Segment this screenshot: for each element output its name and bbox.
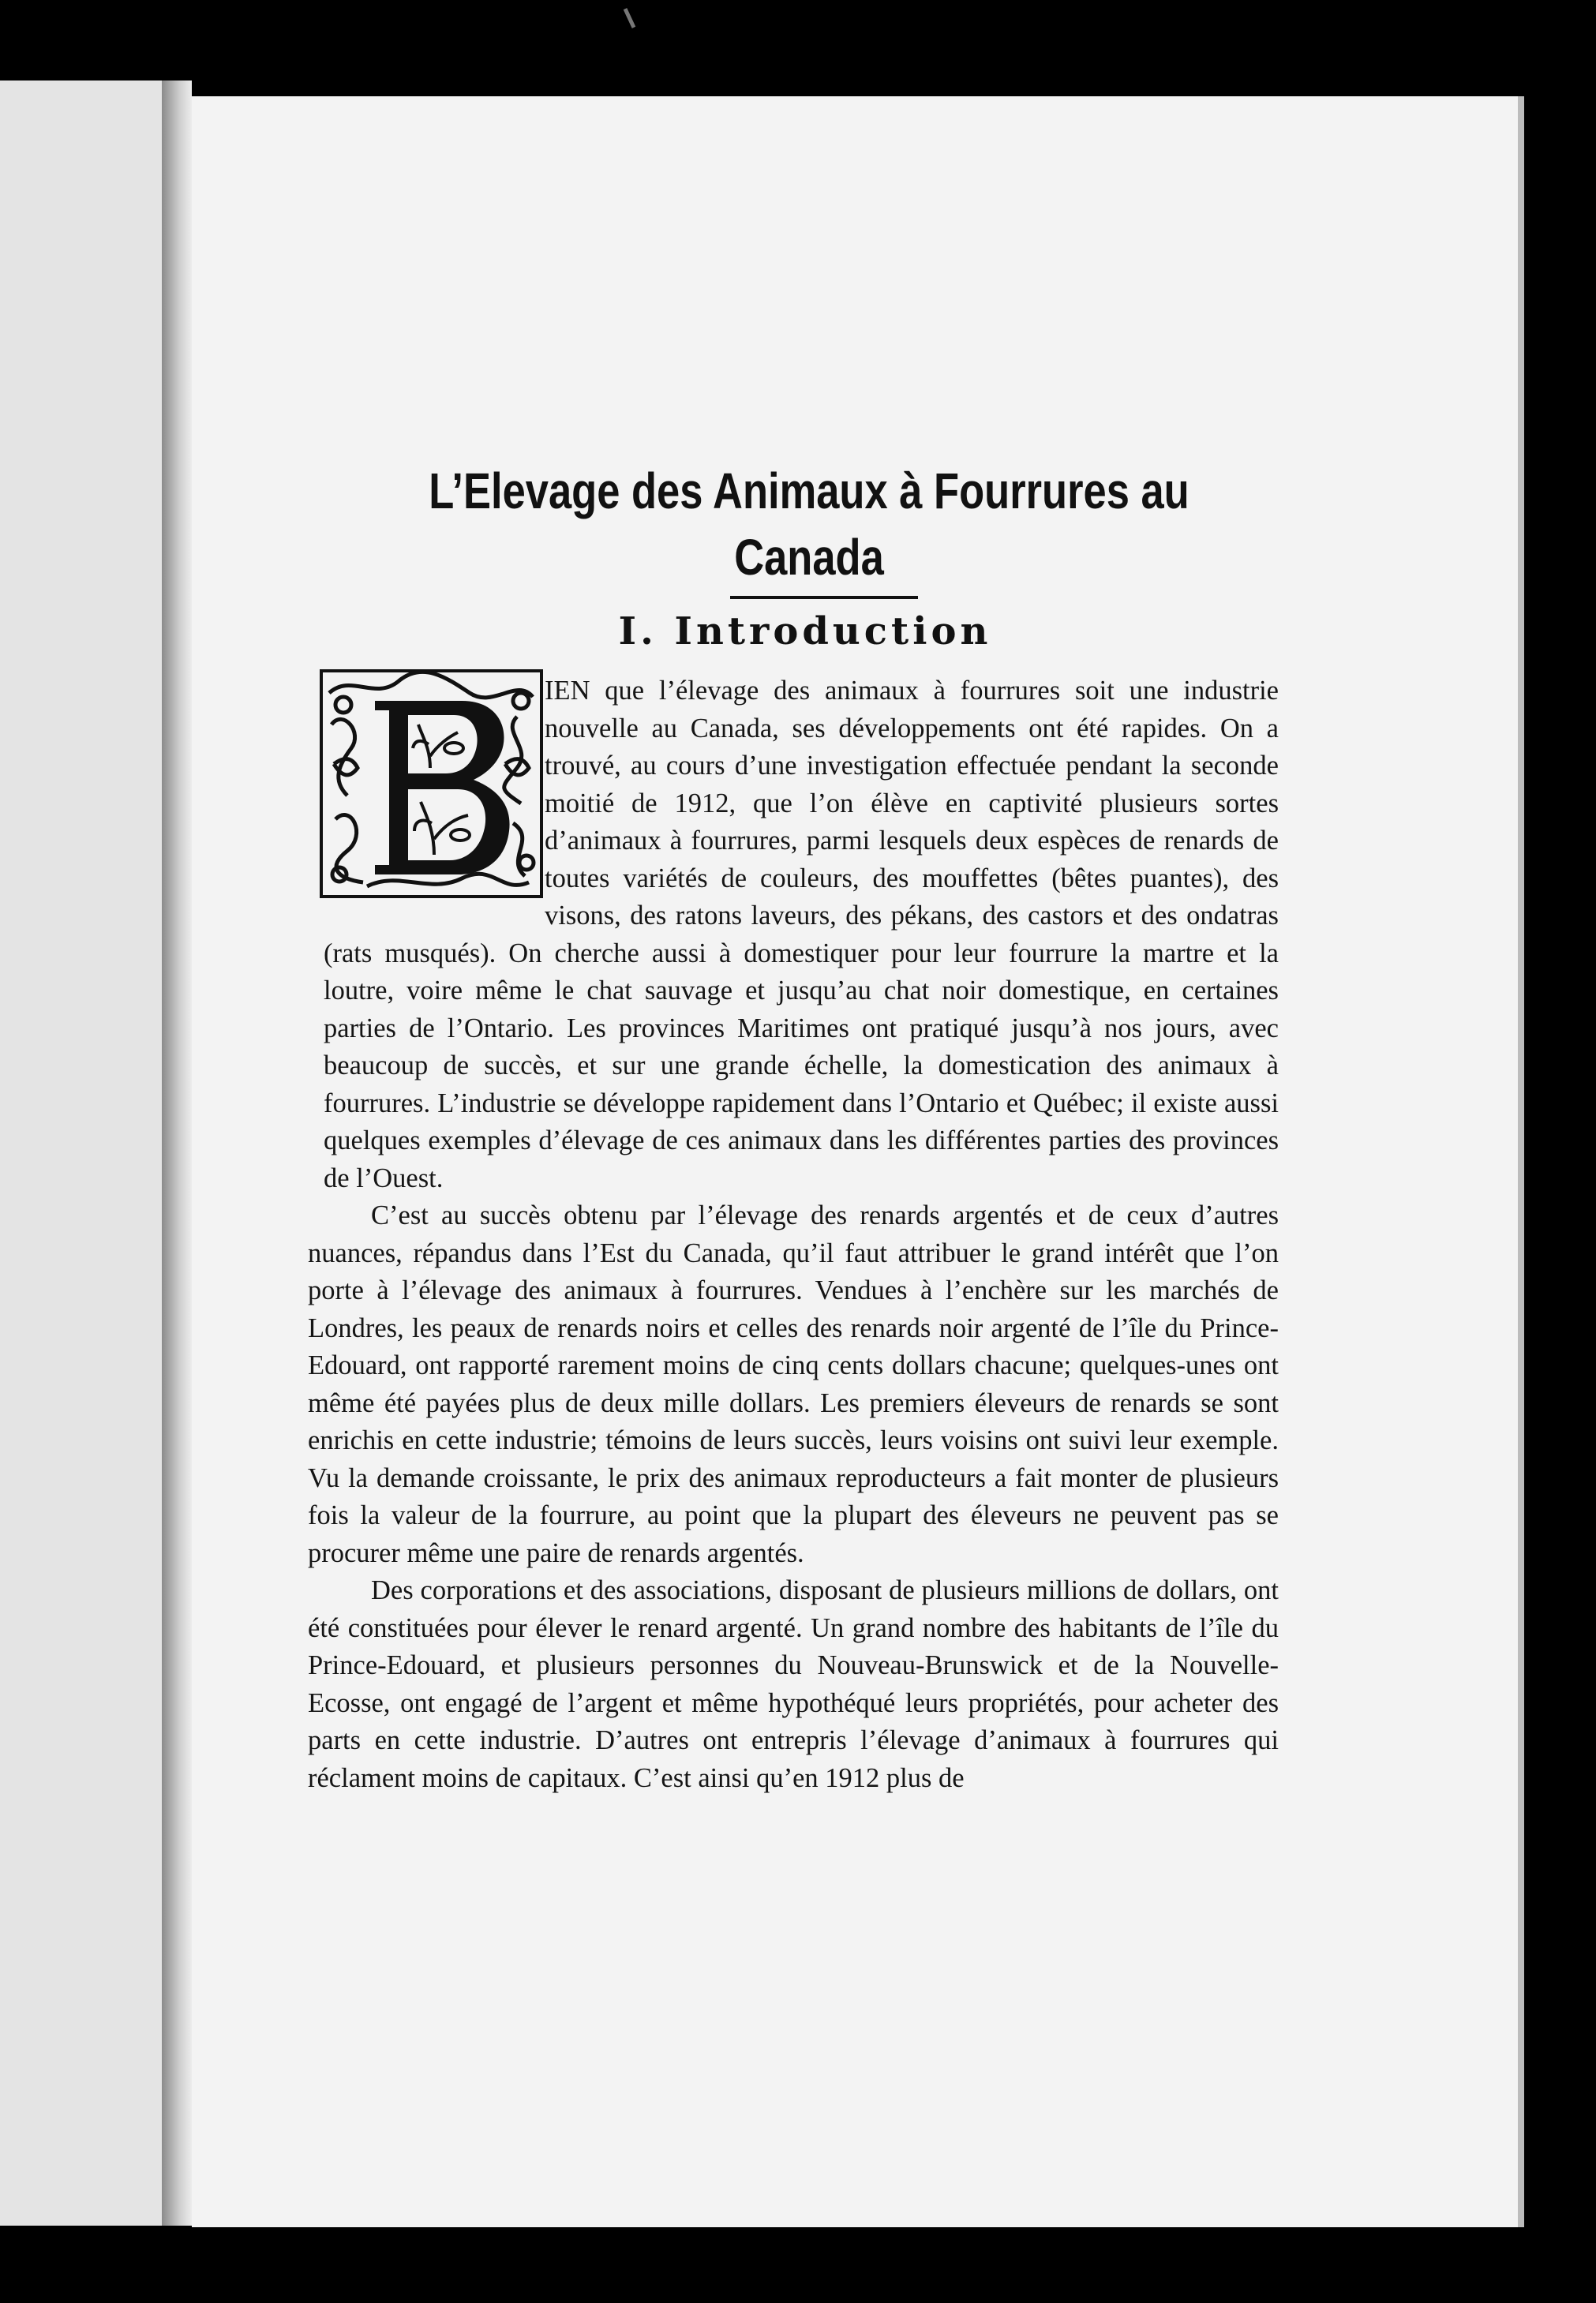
title-rule [730, 596, 918, 599]
document-title: L’Elevage des Animaux à Fourrures au Canada [429, 462, 1190, 586]
paragraph-3: Des corporations et des associations, disposant de plusieurs millions de dollars, ont été constituées pour élever le renard argenté. Un grand nombre des habitants de l’île du Prince-Edouard, et plusieurs personnes du Nouveau-Brunswick et de la Nouvelle-Ecosse, ont engagé de l’argent et même hypothéqué leurs propriétés, pour acheter des parts en cette industrie. D’autres ont entrepris l’élevage d’animaux à fourrures qui réclament moins de capitaux. C’est ainsi qu’en 1912 plus de [308, 1575, 1279, 1793]
paragraph-1: IEN que l’élevage des animaux à fourrures soit une industrie nouvelle au Canada, ses développements ont été rapides. On a trouvé, au cours d’une investigation effectuée pendant la seconde moitié de 1912, que l’on élève en captivité plusieurs sortes d’animaux à fourrures, parmi lesquels deux espèces de renards de toutes variétés de couleurs, des mouffettes (bêtes puantes), des visons, des ratons laveurs, des pékans, des castors et des ondatras (rats musqués). On cherche aussi à domestiquer pour leur fourrure la martre et la loutre, voire même le chat sauvage et jusqu’au chat noir domestique, en certaines parties de l’Ontario. Les provinces Maritimes ont pratiqué jusqu’à nos jours, avec beaucoup de succès, et sur une grande échelle, la domestication des animaux à fourrures. L’industrie se développe rapidement dans l’Ontario et Québec; il existe aussi quelques exemples d’élevage de ces animaux dans les différentes parties des provinces de l’Ouest. [324, 676, 1279, 1193]
book-gutter [162, 81, 192, 2226]
paragraph-2: C’est au succès obtenu par l’élevage des renards argentés et de ceux d’autres nuances, répandus dans l’Est du Canada, qu’il faut attribuer le grand intérêt que l’on porte à l’élevage des animaux à fourrures. Vendues à l’enchère sur les marchés de Londres, les peaux de renards noirs et celles des renards noir argenté de l’île du Prince-Edouard, ont rapporté rarement moins de cinq cents dollars chacune; quelques-unes ont même été payées plus de deux mille dollars. Les premiers éleveurs de renards se sont enrichis en cette industrie; témoins de leurs succès, leurs voisins ont suivi leur exemple. Vu la demande croissante, le prix des animaux reproducteurs a fait monter de plusieurs fois la valeur de la fourrure, au point que la plupart des éleveurs ne peuvent pas se procurer même une paire de renards argentés. [308, 1200, 1279, 1568]
scan-mark [624, 8, 636, 28]
body-text [308, 672, 1279, 1797]
drop-cap-space [308, 672, 545, 925]
facing-page-edge [0, 81, 162, 2226]
page-edge [1518, 96, 1524, 2227]
section-heading: I. Introduction [618, 609, 992, 653]
